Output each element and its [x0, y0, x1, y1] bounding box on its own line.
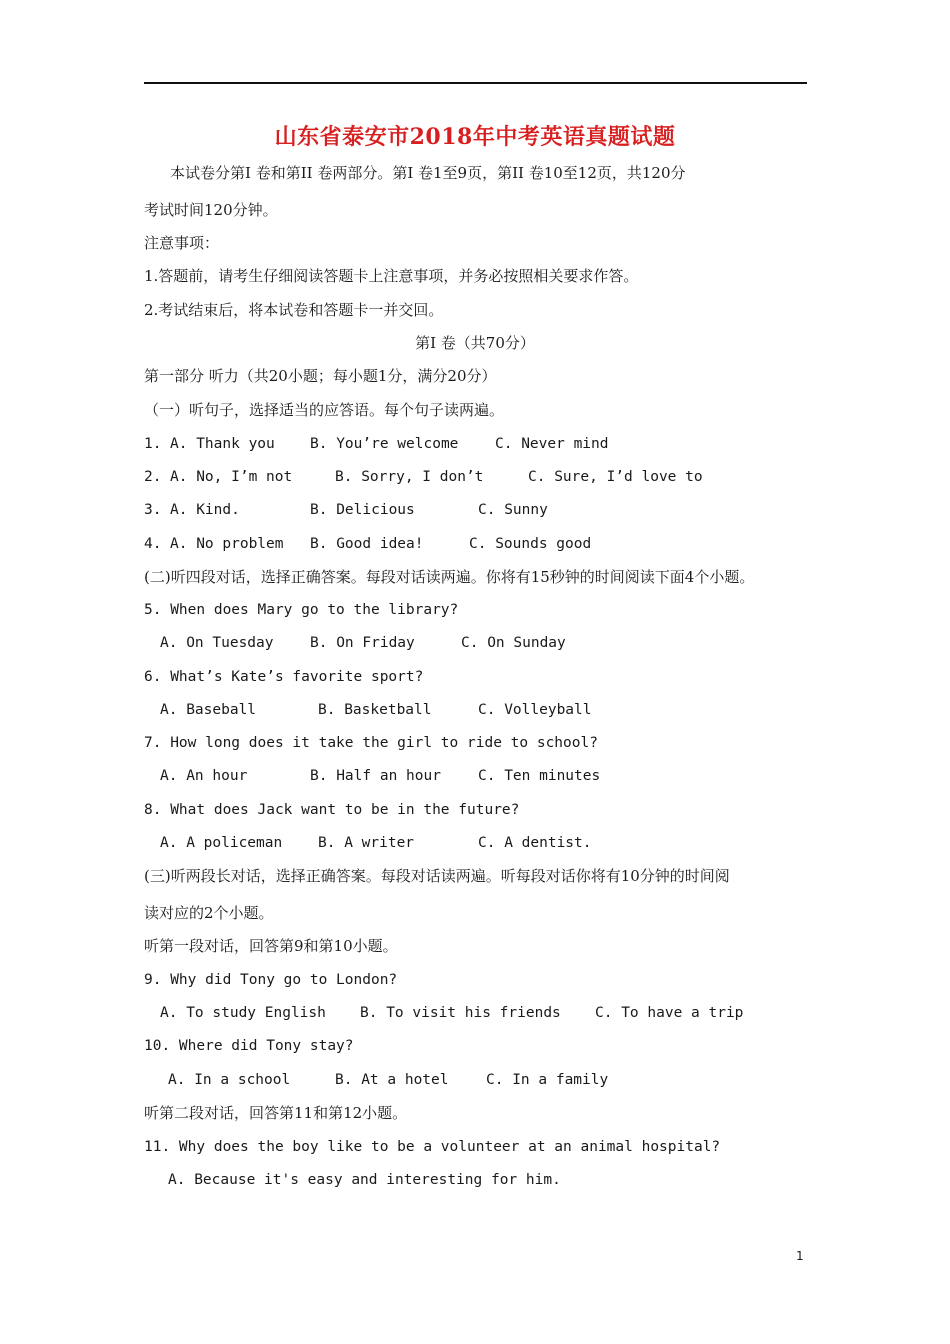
intro-line-2: 考试时间120分钟。 [144, 201, 278, 219]
dialog1-intro: 听第一段对话，回答第9和第10小题。 [144, 937, 398, 955]
option-b: B. Good idea! [310, 536, 424, 552]
option-a: A. On Tuesday [160, 635, 274, 651]
option-a: A. A policeman [160, 835, 283, 851]
option-c: C. To have a trip [595, 1005, 744, 1021]
option-a: A. Thank you [170, 436, 275, 452]
question-stem: 5. When does Mary go to the library? [144, 602, 459, 618]
intro-line-1: 本试卷分第Ⅰ 卷和第II 卷两部分。第Ⅰ 卷1至9页，第II 卷10至12页，共120分 [170, 164, 686, 182]
option-b: B. At a hotel [335, 1072, 449, 1088]
option-b: B. On Friday [310, 635, 415, 651]
option-b: B. Half an hour [310, 768, 441, 784]
header-rule [144, 82, 807, 84]
notes-heading: 注意事项： [144, 234, 220, 252]
option-a: A. No problem [170, 536, 284, 552]
option-b: B. Delicious [310, 502, 415, 518]
option-a: A. An hour [160, 768, 248, 784]
question-stem: 9. Why did Tony go to London? [144, 972, 398, 988]
section1-heading: （一）听句子，选择适当的应答语。每个句子读两遍。 [144, 401, 505, 419]
notes-item-2: 2.考试结束后，将本试卷和答题卡一并交回。 [144, 301, 444, 319]
option-c: C. Ten minutes [478, 768, 601, 784]
option-a: A. No, I’m not [170, 469, 293, 485]
option-b: B. To visit his friends [360, 1005, 561, 1021]
volume-heading: 第Ⅰ 卷（共70分） [415, 334, 535, 352]
option-c: C. Sounds good [469, 536, 592, 552]
option-b: B. A writer [318, 835, 415, 851]
option-c: C. Never mind [495, 436, 609, 452]
question-stem: 8. What does Jack want to be in the future? [144, 802, 520, 818]
option-c: C. In a family [486, 1072, 609, 1088]
page-title: 山东省泰安市2018年中考英语真题试题 [274, 124, 676, 150]
option-b: B. Sorry, I don’t [335, 469, 484, 485]
question-stem: 11. Why does the boy like to be a volunteer at an animal hospital? [144, 1139, 721, 1155]
option-a: A. Kind. [170, 502, 240, 518]
question-stem: 7. How long does it take the girl to ride to school? [144, 735, 598, 751]
option-c: C. Volleyball [478, 702, 592, 718]
option-a: A. In a school [168, 1072, 291, 1088]
option-c: C. A dentist. [478, 835, 592, 851]
option-b: B. You’re welcome [310, 436, 459, 452]
option-c: C. Sunny [478, 502, 548, 518]
question-stem: 10. Where did Tony stay? [144, 1038, 354, 1054]
question-number: 2. [144, 469, 162, 485]
option-a: A. Baseball [160, 702, 257, 718]
dialog2-intro: 听第二段对话，回答第11和第12小题。 [144, 1104, 408, 1122]
option-a: A. To study English [160, 1005, 326, 1021]
question-number: 3. [144, 502, 162, 518]
option-b: B. Basketball [318, 702, 432, 718]
option-c: C. Sure, I’d love to [528, 469, 703, 485]
option-a: A. Because it's easy and interesting for him. [168, 1172, 561, 1188]
question-number: 1. [144, 436, 162, 452]
notes-item-1: 1.答题前，请考生仔细阅读答题卡上注意事项，并务必按照相关要求作答。 [144, 267, 639, 285]
question-stem: 6. What’s Kate’s favorite sport? [144, 669, 424, 685]
page-number: 1 [796, 1249, 804, 1263]
section3-heading-line-1: (三)听两段长对话，选择正确答案。每段对话读两遍。听每段对话你将有10分钟的时间阅 [144, 867, 730, 885]
section3-heading-line-2: 读对应的2个小题。 [144, 904, 274, 922]
part1-heading: 第一部分 听力（共20小题；每小题1分，满分20分） [144, 367, 497, 385]
option-c: C. On Sunday [461, 635, 566, 651]
question-number: 4. [144, 536, 162, 552]
section2-heading: (二)听四段对话，选择正确答案。每段对话读两遍。你将有15秒钟的时间阅读下面4个小题。 [144, 568, 755, 586]
